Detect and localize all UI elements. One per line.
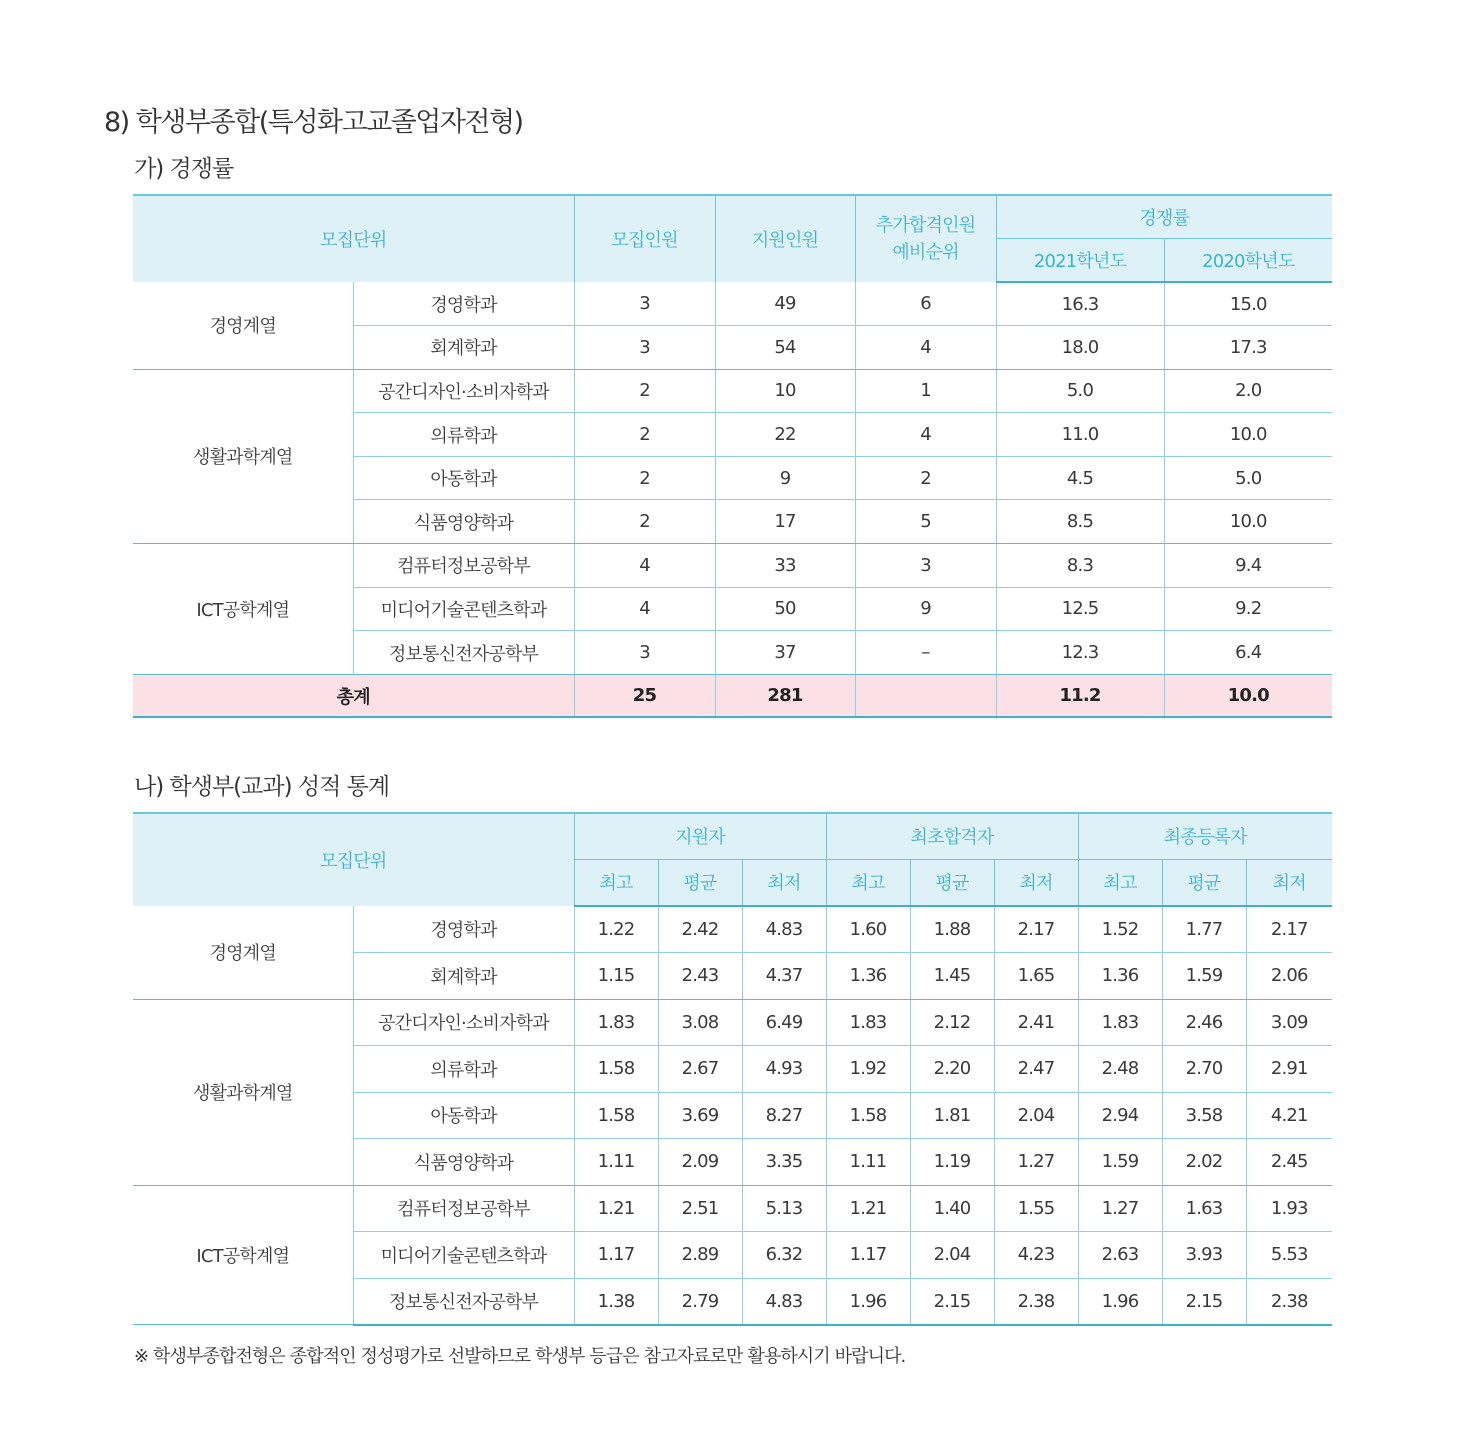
- dept-name: 컴퓨터정보공학부: [353, 1185, 574, 1232]
- dept-name: 아동학과: [353, 456, 574, 500]
- grade-value: 2.45: [1246, 1139, 1332, 1186]
- header-avg: 평균: [910, 859, 994, 906]
- grade-value: 1.11: [574, 1139, 658, 1186]
- cell-applicants: 54: [715, 326, 855, 370]
- table-row: [133, 906, 1332, 953]
- grade-stats-subtitle: 나) 학생부(교과) 성적 통계: [134, 774, 390, 800]
- grade-value: 2.79: [658, 1278, 742, 1325]
- grade-value: 2.17: [994, 906, 1078, 953]
- cell-applicants: 17: [715, 500, 855, 544]
- grade-value: 1.77: [1162, 906, 1246, 953]
- header-max: 최고: [574, 859, 658, 906]
- grade-value: 1.96: [826, 1278, 910, 1325]
- grade-value: 2.94: [1078, 1092, 1162, 1139]
- dept-name: 경영학과: [353, 282, 574, 326]
- grade-value: 8.27: [742, 1092, 826, 1139]
- grade-value: 5.13: [742, 1185, 826, 1232]
- grade-value: 1.36: [826, 953, 910, 1000]
- grade-value: 2.15: [910, 1278, 994, 1325]
- dept-name: 아동학과: [353, 1092, 574, 1139]
- grade-value: 1.83: [826, 999, 910, 1046]
- cell-r2020: 9.4: [1164, 544, 1332, 588]
- cell-quota: 2: [574, 456, 715, 500]
- cell-r2020: 9.2: [1164, 587, 1332, 631]
- header-min: 최저: [742, 859, 826, 906]
- header-applicant: 지원자: [574, 813, 826, 859]
- grade-value: 2.91: [1246, 1046, 1332, 1093]
- header-waitlist-line2: 예비순위: [892, 242, 959, 263]
- grade-value: 4.93: [742, 1046, 826, 1093]
- cell-extra: 3: [855, 544, 996, 588]
- header-max: 최고: [1078, 859, 1162, 906]
- group-name: 경영계열: [133, 906, 353, 999]
- grade-value: 1.45: [910, 953, 994, 1000]
- grade-value: 1.52: [1078, 906, 1162, 953]
- grade-value: 6.49: [742, 999, 826, 1046]
- cell-applicants: 49: [715, 282, 855, 326]
- group-name: ICT공학계열: [133, 544, 353, 675]
- dept-name: 미디어기술콘텐츠학과: [353, 587, 574, 631]
- grade-value: 1.88: [910, 906, 994, 953]
- cell-extra: 2: [855, 456, 996, 500]
- grade-value: 2.46: [1162, 999, 1246, 1046]
- dept-name: 의류학과: [353, 1046, 574, 1093]
- grade-value: 1.92: [826, 1046, 910, 1093]
- total-r2021: 11.2: [996, 674, 1164, 717]
- cell-extra: 9: [855, 587, 996, 631]
- grade-value: 2.09: [658, 1139, 742, 1186]
- cell-extra: –: [855, 631, 996, 675]
- cell-r2020: 10.0: [1164, 500, 1332, 544]
- grade-value: 1.27: [994, 1139, 1078, 1186]
- grade-value: 1.19: [910, 1139, 994, 1186]
- grade-value: 1.38: [574, 1278, 658, 1325]
- cell-r2021: 18.0: [996, 326, 1164, 370]
- grade-value: 2.51: [658, 1185, 742, 1232]
- grade-value: 2.41: [994, 999, 1078, 1046]
- grade-value: 1.96: [1078, 1278, 1162, 1325]
- grade-value: 3.09: [1246, 999, 1332, 1046]
- grade-value: 2.17: [1246, 906, 1332, 953]
- grade-value: 1.81: [910, 1092, 994, 1139]
- header-min: 최저: [994, 859, 1078, 906]
- dept-name: 회계학과: [353, 953, 574, 1000]
- grade-value: 1.21: [574, 1185, 658, 1232]
- cell-r2020: 5.0: [1164, 456, 1332, 500]
- grade-value: 2.38: [994, 1278, 1078, 1325]
- cell-extra: 1: [855, 369, 996, 413]
- total-label: 총계: [133, 674, 574, 717]
- cell-r2021: 16.3: [996, 282, 1164, 326]
- grade-stats-table: [133, 812, 1332, 1326]
- header-applicants: 지원인원: [715, 195, 855, 282]
- total-applicants: 281: [715, 674, 855, 717]
- cell-applicants: 22: [715, 413, 855, 457]
- grade-value: 2.47: [994, 1046, 1078, 1093]
- header-unit-2: 모집단위: [133, 813, 574, 906]
- grade-value: 1.83: [1078, 999, 1162, 1046]
- grade-value: 1.21: [826, 1185, 910, 1232]
- grade-value: 1.15: [574, 953, 658, 1000]
- table-row: [133, 544, 1332, 588]
- grade-value: 3.35: [742, 1139, 826, 1186]
- grade-value: 1.22: [574, 906, 658, 953]
- cell-extra: 5: [855, 500, 996, 544]
- grade-value: 5.53: [1246, 1232, 1332, 1279]
- grade-value: 2.89: [658, 1232, 742, 1279]
- grade-value: 2.04: [910, 1232, 994, 1279]
- cell-extra: 6: [855, 282, 996, 326]
- header-max: 최고: [826, 859, 910, 906]
- dept-name: 미디어기술콘텐츠학과: [353, 1232, 574, 1279]
- grade-value: 2.06: [1246, 953, 1332, 1000]
- grade-value: 2.20: [910, 1046, 994, 1093]
- dept-name: 식품영양학과: [353, 1139, 574, 1186]
- cell-r2020: 15.0: [1164, 282, 1332, 326]
- grade-value: 4.23: [994, 1232, 1078, 1279]
- grade-value: 2.12: [910, 999, 994, 1046]
- cell-quota: 3: [574, 282, 715, 326]
- grade-value: 2.67: [658, 1046, 742, 1093]
- grade-value: 1.65: [994, 953, 1078, 1000]
- cell-r2021: 12.5: [996, 587, 1164, 631]
- grade-value: 1.27: [1078, 1185, 1162, 1232]
- grade-value: 1.59: [1078, 1139, 1162, 1186]
- group-name: 경영계열: [133, 282, 353, 369]
- cell-quota: 3: [574, 631, 715, 675]
- grade-value: 2.15: [1162, 1278, 1246, 1325]
- grade-value: 2.02: [1162, 1139, 1246, 1186]
- section-title: 8) 학생부종합(특성화고교졸업자전형): [104, 107, 523, 138]
- grade-value: 1.40: [910, 1185, 994, 1232]
- dept-name: 식품영양학과: [353, 500, 574, 544]
- grade-value: 2.43: [658, 953, 742, 1000]
- grade-value: 4.21: [1246, 1092, 1332, 1139]
- competition-rate-table: [133, 194, 1332, 718]
- grade-value: 2.70: [1162, 1046, 1246, 1093]
- grade-value: 2.48: [1078, 1046, 1162, 1093]
- cell-applicants: 37: [715, 631, 855, 675]
- grade-value: 6.32: [742, 1232, 826, 1279]
- cell-applicants: 33: [715, 544, 855, 588]
- grade-value: 1.58: [574, 1046, 658, 1093]
- grade-value: 1.63: [1162, 1185, 1246, 1232]
- group-name: 생활과학계열: [133, 369, 353, 543]
- grade-value: 1.58: [574, 1092, 658, 1139]
- dept-name: 공간디자인·소비자학과: [353, 999, 574, 1046]
- header-avg: 평균: [1162, 859, 1246, 906]
- grade-value: 1.59: [1162, 953, 1246, 1000]
- cell-applicants: 10: [715, 369, 855, 413]
- dept-name: 공간디자인·소비자학과: [353, 369, 574, 413]
- table-row: [133, 999, 1332, 1046]
- grade-value: 4.83: [742, 906, 826, 953]
- total-row: [133, 674, 1332, 717]
- dept-name: 회계학과: [353, 326, 574, 370]
- footnote: ※ 학생부종합전형은 종합적인 정성평가로 선발하므로 학생부 등급은 참고자료로만 활용하시기 바랍니다.: [134, 1346, 906, 1367]
- competition-rate-subtitle: 가) 경쟁률: [134, 156, 234, 182]
- cell-quota: 2: [574, 413, 715, 457]
- cell-extra: 4: [855, 413, 996, 457]
- header-quota: 모집인원: [574, 195, 715, 282]
- group-name: ICT공학계열: [133, 1185, 353, 1325]
- header-2021: 2021학년도: [996, 238, 1164, 282]
- grade-value: 1.11: [826, 1139, 910, 1186]
- grade-value: 2.42: [658, 906, 742, 953]
- grade-value: 1.17: [826, 1232, 910, 1279]
- cell-quota: 4: [574, 544, 715, 588]
- dept-name: 경영학과: [353, 906, 574, 953]
- grade-value: 2.04: [994, 1092, 1078, 1139]
- dept-name: 컴퓨터정보공학부: [353, 544, 574, 588]
- cell-r2020: 2.0: [1164, 369, 1332, 413]
- grade-value: 1.93: [1246, 1185, 1332, 1232]
- dept-name: 정보통신전자공학부: [353, 1278, 574, 1325]
- cell-applicants: 50: [715, 587, 855, 631]
- header-2020: 2020학년도: [1164, 238, 1332, 282]
- cell-extra: 4: [855, 326, 996, 370]
- total-quota: 25: [574, 674, 715, 717]
- group-name: 생활과학계열: [133, 999, 353, 1185]
- header-final: 최종등록자: [1078, 813, 1332, 859]
- header-waitlist: [855, 195, 996, 282]
- grade-value: 1.60: [826, 906, 910, 953]
- cell-quota: 2: [574, 369, 715, 413]
- grade-value: 1.36: [1078, 953, 1162, 1000]
- cell-quota: 3: [574, 326, 715, 370]
- grade-value: 3.93: [1162, 1232, 1246, 1279]
- grade-value: 4.83: [742, 1278, 826, 1325]
- table-row: [133, 282, 1332, 326]
- dept-name: 정보통신전자공학부: [353, 631, 574, 675]
- cell-r2020: 17.3: [1164, 326, 1332, 370]
- cell-r2020: 10.0: [1164, 413, 1332, 457]
- cell-applicants: 9: [715, 456, 855, 500]
- grade-value: 3.69: [658, 1092, 742, 1139]
- header-unit: 모집단위: [133, 195, 574, 282]
- grade-value: 1.83: [574, 999, 658, 1046]
- cell-r2021: 8.5: [996, 500, 1164, 544]
- header-min: 최저: [1246, 859, 1332, 906]
- header-avg: 평균: [658, 859, 742, 906]
- header-first-pass: 최초합격자: [826, 813, 1078, 859]
- total-r2020: 10.0: [1164, 674, 1332, 717]
- cell-quota: 4: [574, 587, 715, 631]
- grade-value: 1.17: [574, 1232, 658, 1279]
- grade-value: 3.58: [1162, 1092, 1246, 1139]
- cell-r2021: 5.0: [996, 369, 1164, 413]
- cell-r2020: 6.4: [1164, 631, 1332, 675]
- total-extra: [855, 674, 996, 717]
- grade-value: 3.08: [658, 999, 742, 1046]
- header-waitlist-line1: 추가합격인원: [875, 215, 976, 236]
- dept-name: 의류학과: [353, 413, 574, 457]
- cell-r2021: 8.3: [996, 544, 1164, 588]
- grade-value: 2.63: [1078, 1232, 1162, 1279]
- grade-value: 1.58: [826, 1092, 910, 1139]
- grade-value: 4.37: [742, 953, 826, 1000]
- cell-r2021: 11.0: [996, 413, 1164, 457]
- cell-r2021: 12.3: [996, 631, 1164, 675]
- cell-r2021: 4.5: [996, 456, 1164, 500]
- table-row: [133, 1185, 1332, 1232]
- header-rate: 경쟁률: [996, 195, 1332, 238]
- grade-value: 2.38: [1246, 1278, 1332, 1325]
- cell-quota: 2: [574, 500, 715, 544]
- table-row: [133, 369, 1332, 413]
- grade-value: 1.55: [994, 1185, 1078, 1232]
